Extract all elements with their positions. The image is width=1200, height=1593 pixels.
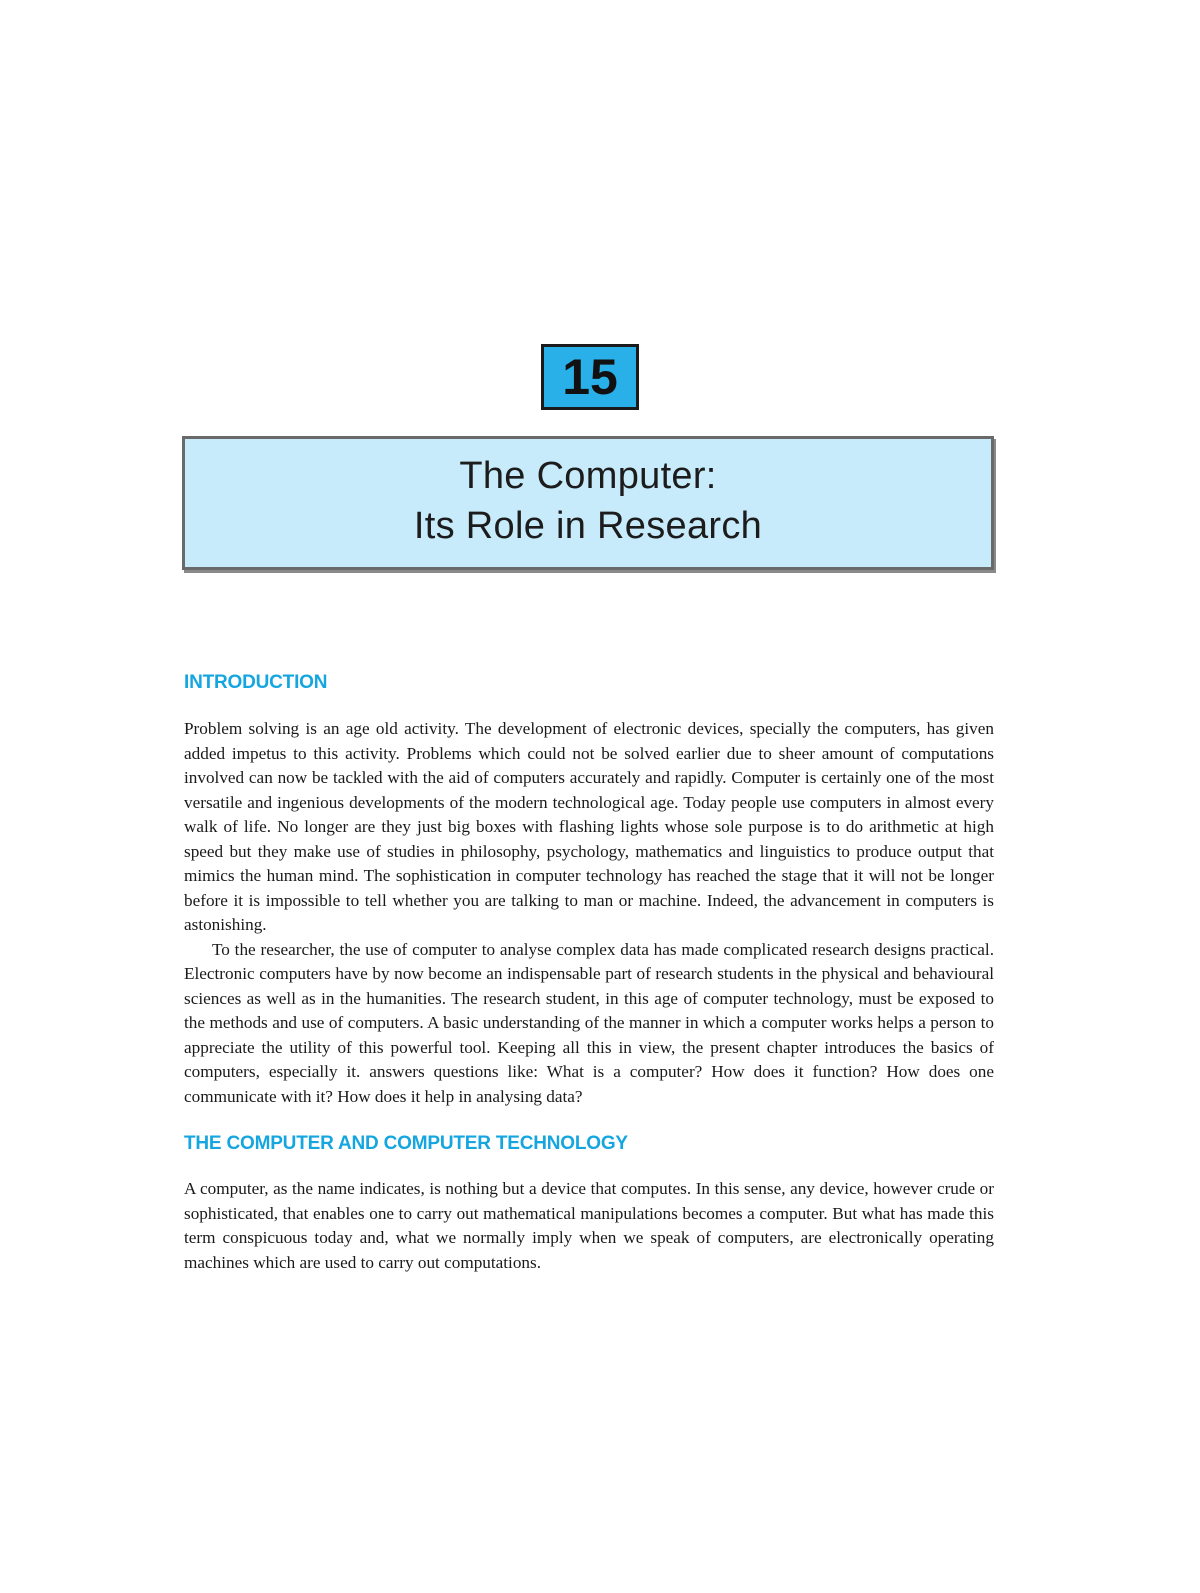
chapter-title-box [182, 436, 994, 570]
intro-paragraph-1: Problem solving is an age old activity. The development of electronic devices, specially the computers, has given added impetus to this activity. Problems which could not be solved earlier due to sheer amount of computations involved can now be tackled with the aid of computers accurately and rapidly. Computer is certainly one of the most versatile and ingenious developments of the modern technological age. Today people use computers in almost every walk of life. No longer are they just big boxes with flashing lights whose sole purpose is to do arithmetic at high speed but they make use of studies in philosophy, psychology, mathematics and linguistics to produce output that mimics the human mind. The sophistication in computer technology has reached the stage that it will not be longer before it is impossible to tell whether you are talking to man or machine. Indeed, the advancement in computers is astonishing. [184, 719, 994, 934]
intro-paragraph-2: To the researcher, the use of computer to analyse complex data has made complicated research designs practical. Electronic computers have by now become an indispensable part of research students in the physical and behavioural sciences as well as in the humanities. The research student, in this age of computer technology, must be exposed to the methods and use of computers. A basic understanding of the manner in which a computer works helps a person to appreciate the utility of this powerful tool. Keeping all this in view, the present chapter introduces the basics of computers, especially it. answers questions like: What is a computer? How does it function? How does one communicate with it? How does it help in analysing data? [184, 939, 994, 1106]
section-heading-computer-technology: THE COMPUTER AND COMPUTER TECHNOLOGY [184, 1133, 628, 1154]
chapter-title-line-1: The Computer: [459, 455, 717, 497]
chapter-body [184, 672, 994, 1275]
section-heading-introduction: INTRODUCTION [184, 672, 328, 693]
chapter-number-badge [541, 344, 639, 410]
chapter-number: 15 [562, 349, 618, 405]
chapter-title-line-2: Its Role in Research [413, 505, 763, 547]
computer-technology-paragraph-1: A computer, as the name indicates, is nothing but a device that computes. In this sense, any device, however crude or sophisticated, that enables one to carry out mathematical manipulations becomes a computer. But what has made this term conspicuous today and, what we normally imply when we speak of computers, are electronically operating machines which are used to carry out computations. [184, 1179, 994, 1272]
